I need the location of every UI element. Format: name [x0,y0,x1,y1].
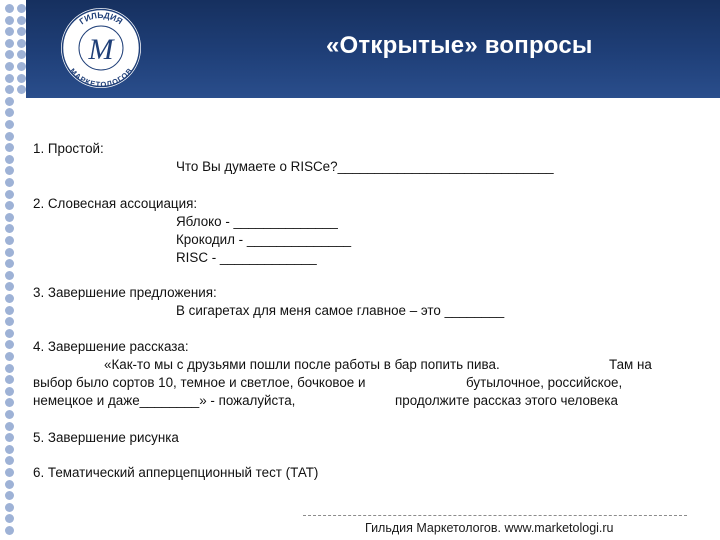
decorative-dot [5,132,14,141]
decorative-dot [5,340,14,349]
question-2-line-crocodile: Крокодил - ______________ [176,232,352,247]
logo-bottom-text: МАРКЕТОЛОГОВ [67,66,135,90]
decorative-dot [5,480,14,489]
decorative-dot [5,16,14,25]
question-1-heading: 1. Простой: [33,141,104,156]
question-2-heading: 2. Словесная ассоциация: [33,196,198,211]
question-3-line: В сигаретах для меня самое главное – это ________ [176,303,505,318]
decorative-dot [5,445,14,454]
decorative-dot [17,62,26,71]
decorative-dot [5,503,14,512]
decorative-dot [5,364,14,373]
decorative-dot [5,352,14,361]
decorative-dot [17,4,26,13]
decorative-dot [5,248,14,257]
decorative-dot [5,468,14,477]
decorative-dot [17,39,26,48]
decorative-dot [5,224,14,233]
decorative-dot [5,190,14,199]
question-4-story-line-1a: «Как-то мы с друзьями пошли после работы в бар попить пива. [104,357,500,372]
decorative-dot [5,85,14,94]
decorative-dot [17,16,26,25]
question-4-story-line-2b: бутылочное, российское, [466,375,623,390]
decorative-dot [5,236,14,245]
decorative-dot [5,387,14,396]
guild-logo [59,6,143,90]
decorative-dot [5,398,14,407]
question-3-heading: 3. Завершение предложения: [33,285,217,300]
decorative-dot [5,4,14,13]
decorative-dot [5,74,14,83]
decorative-dot [17,85,26,94]
decorative-dot [5,178,14,187]
decorative-dot [17,74,26,83]
decorative-dot [5,143,14,152]
question-2-line-apple: Яблоко - ______________ [176,214,338,229]
decorative-dot [5,491,14,500]
decorative-dot [5,62,14,71]
decorative-dot [17,27,26,36]
decorative-dot [5,526,14,535]
question-4-story-line-1b: Там на [609,357,652,372]
decorative-dot [5,329,14,338]
logo-top-text: ГИЛЬДИЯ [77,9,125,27]
question-1-line: Что Вы думаете о RISCе?_____________________________ [176,159,554,174]
decorative-dot-strip [0,0,28,540]
decorative-dot [5,50,14,59]
decorative-dot [5,422,14,431]
decorative-dot [5,433,14,442]
decorative-dot [5,514,14,523]
footer-divider [303,515,687,516]
decorative-dot [5,317,14,326]
decorative-dot [5,97,14,106]
decorative-dot [5,456,14,465]
decorative-dot [5,271,14,280]
decorative-dot [5,201,14,210]
question-5-heading: 5. Завершение рисунка [33,430,179,445]
decorative-dot [5,27,14,36]
question-4-heading: 4. Завершение рассказа: [33,339,189,354]
question-2-line-risc: RISC - _____________ [176,250,317,265]
decorative-dot [5,155,14,164]
decorative-dot [5,120,14,129]
decorative-dot [5,166,14,175]
question-4-story-line-3b: продолжите рассказ этого человека [395,393,618,408]
header-band [26,0,720,98]
question-6-heading: 6. Тематический апперцепционный тест (ТАТ) [33,465,319,480]
decorative-dot [5,282,14,291]
decorative-dot [5,306,14,315]
footer-text: Гильдия Маркетологов. www.marketologi.ru [365,521,614,535]
decorative-dot [5,375,14,384]
decorative-dot [5,410,14,419]
decorative-dot [17,50,26,59]
decorative-dot [5,39,14,48]
decorative-dot [5,294,14,303]
slide-title: «Открытые» вопросы [326,32,593,59]
question-4-story-line-2a: выбор было сортов 10, темное и светлое, бочковое и [33,375,366,390]
decorative-dot [5,108,14,117]
decorative-dot [5,213,14,222]
decorative-dot [5,259,14,268]
question-4-story-line-3a: немецкое и даже________» - пожалуйста, [33,393,296,408]
logo-monogram: М [88,33,114,66]
